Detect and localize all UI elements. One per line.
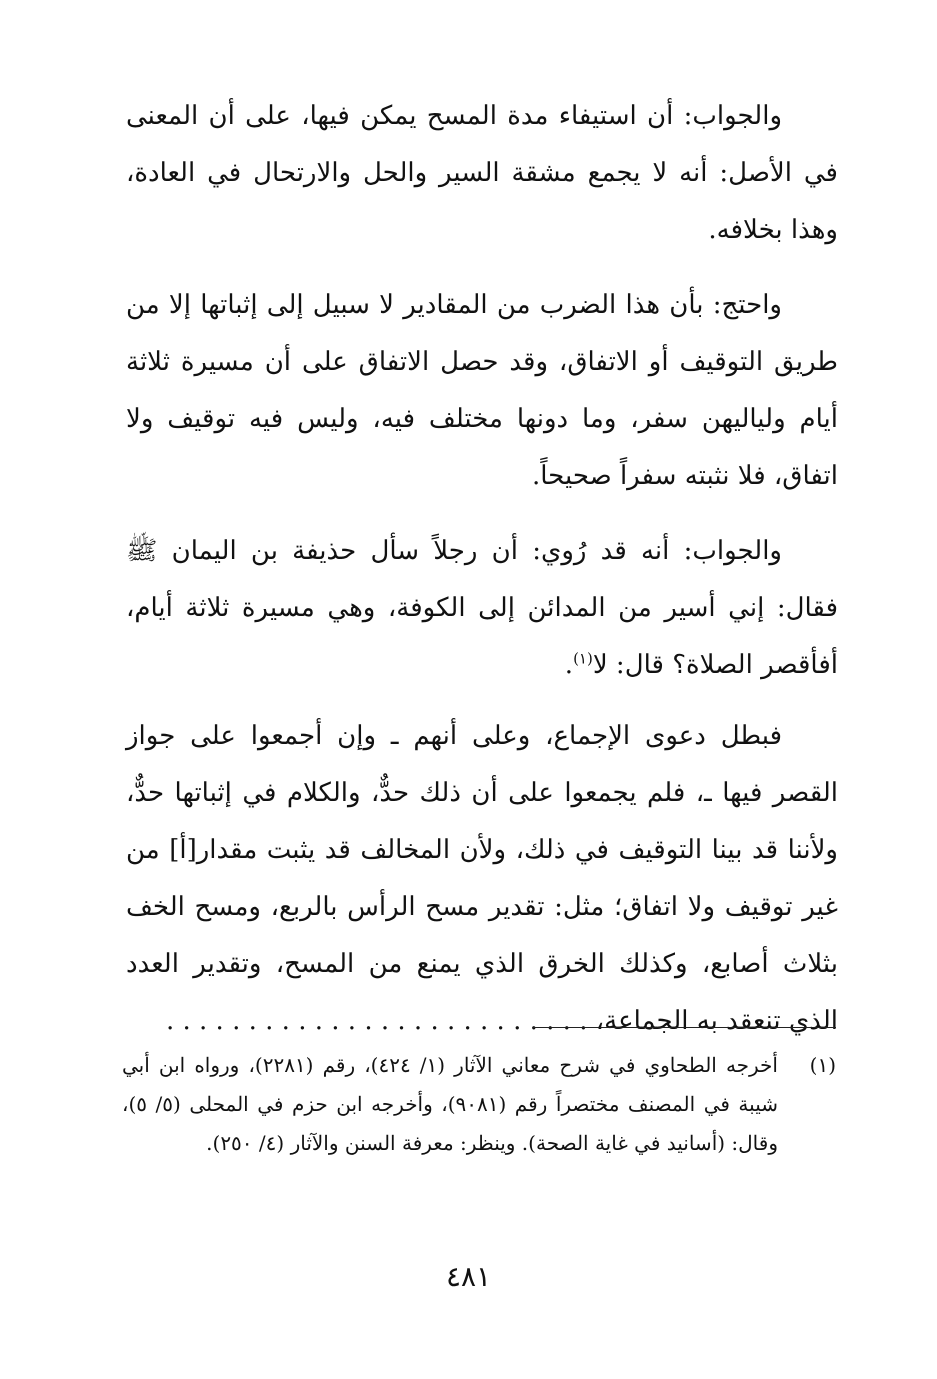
footnote-number: (١) <box>809 1053 836 1077</box>
footnote-divider <box>533 1027 836 1028</box>
footnote <box>122 1046 836 1163</box>
paragraph-3-text: والجواب: أنه قد رُوي: أن رجلاً سأل حذيفة بن اليمان ﷺ فقال: إني أسير من المدائن إلى الكوفة، وهي مسيرة ثلاثة أيام، أفأقصر الصلاة؟ قال: لا <box>126 536 838 680</box>
main-text <box>126 88 838 1068</box>
paragraph-1: والجواب: أن استيفاء مدة المسح يمكن فيها، على أن المعنى في الأصل: أنه لا يجمع مشقة السير والحل والارتحال في العادة، وهذا بخلافه. <box>126 101 838 245</box>
paragraph-4-text: فبطل دعوى الإجماع، وعلى أنهم ـ وإن أجمعوا على جواز القصر فيها ـ، فلم يجمعوا على أن ذلك حدٌّ، والكلام في إثباتها حدٌّ، ولأننا قد بينا التوقيف في ذلك، ولأن المخالف قد يثبت مقدار[أ] من غير توقيف ولا اتفاق؛ مثل: تقدير مسح الرأس بالربع، ومسح الخف بثلاث أصابع، وكذلك الخرق الذي يمنع من المسح، وتقدير العدد الذي تنعقد به الجماعة، <box>126 721 838 1036</box>
ellipsis-dots: . . . . . . . . . . . . . . . . . . . . . . . . . . <box>165 1006 588 1036</box>
paragraph-2: واحتج: بأن هذا الضرب من المقادير لا سبيل إلى إثباتها إلا من طريق التوقيف أو الاتفاق، وقد حصل الاتفاق على أن مسيرة ثلاثة أيام ولياليهن سفر، وما دونها مختلف فيه، وليس فيه توقيف ولا اتفاق، فلا نثبته سفراً صحيحاً. <box>126 290 838 491</box>
page-number: ٤٨١ <box>445 1260 492 1293</box>
footnote-text: أخرجه الطحاوي في شرح معاني الآثار (١/ ٤٢٤)، رقم (٢٢٨١)، ورواه ابن أبي شيبة في المصنف مختصراً رقم (٩٠٨١)، وأخرجه ابن حزم في المحلى (٥/ ٥)، وقال: (أسانيد في غاية الصحة). وينظر: معرفة السنن والآثار (٤/ ٢٥٠). <box>122 1053 778 1155</box>
footnote-reference: (١) <box>573 649 593 668</box>
paragraph-4 <box>126 708 838 1050</box>
paragraph-3: والجواب: أنه قد رُوي: أن رجلاً سأل حذيفة بن اليمان ﷺ فقال: إني أسير من المدائن إلى الكوفة، وهي مسيرة ثلاثة أيام، أفأقصر الصلاة؟ قال: لا$^{(١)}$. <box>126 536 838 680</box>
